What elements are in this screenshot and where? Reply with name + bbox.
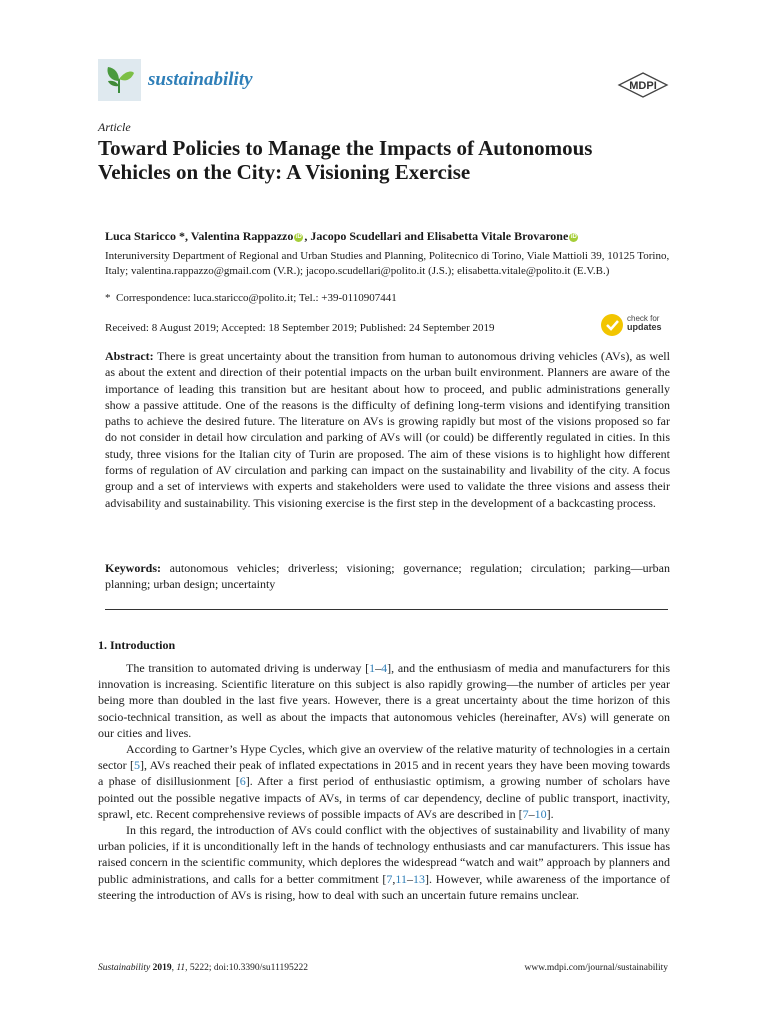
section-divider xyxy=(105,609,668,610)
text-run: – xyxy=(406,871,413,886)
abstract-text: There is great uncertainty about the transition from human to autonomous driving vehicles (AVs), as well as about the extent and direction of their potential impacts on the urban built environment. Planners are aware of the importance of leading this transition but are hesitant about how to proceed, and public administrations generally show a passive attitude. One of the reasons is the difficulty of defining long-term visions and identifying transition paths to achieve the desired future. The literature on AVs is growing rapidly but most of the visions proposed so far do not consider in detail how circulation and parking of AVs will (or could) be differently regulated in cities. In this study, three visions for the Italian city of Turin are proposed. The aim of these visions is to highlight how different forms of regulation of AV circulation and parking can impact on the sustainability and livability of the city. A focus group and a set of interviews with experts and stakeholders were used to validate the three visions and assess their advisability and sustainability. This visioning exercise is the first step in the development of a backcasting process. xyxy=(105,349,670,510)
orcid-icon[interactable]: iD xyxy=(295,234,302,240)
author-name: Elisabetta Vitale Brovarone xyxy=(426,229,569,243)
citation-link[interactable]: 5 xyxy=(133,758,140,773)
citation-link[interactable]: 6 xyxy=(239,774,246,789)
check-updates-label[interactable] xyxy=(627,314,662,332)
correspondence-text: Correspondence: luca.staricco@polito.it; Tel.: +39-0110907441 xyxy=(116,292,397,304)
article-title: Toward Policies to Manage the Impacts of Autonomous Vehicles on the City: A Visioning Exercise xyxy=(98,136,593,184)
author-name: Luca Staricco * xyxy=(105,229,185,243)
abstract xyxy=(105,348,670,511)
mdpi-text: MDPI xyxy=(629,80,657,92)
text-run: ]. However, while awareness of the importance of steering the introduction of AVs is rising, how to deal with such an uncertain future remains unclear. xyxy=(98,871,670,902)
text-run: ]. After a first period of enthusiastic optimism, a growing number of scholars have pointed out the possible negative impacts of AVs, in terms of car dependency, decline of public transport, inactivity, sprawl, etc. Recent comprehensive reviews of possible impacts of AVs are described in [ xyxy=(98,774,671,821)
citation-link[interactable]: 7 xyxy=(522,806,529,821)
text-run: – xyxy=(528,806,535,821)
article-type: Article xyxy=(98,120,131,134)
text-run: , xyxy=(392,871,396,886)
journal-logo xyxy=(98,59,141,101)
journal-name[interactable]: sustainability xyxy=(148,69,253,90)
keywords-label: Keywords: xyxy=(105,561,161,575)
author-list: Luca Staricco *, Valentina Rappazzo iD , Jacopo Scudellari and Elisabetta Vitale Brovarone iD xyxy=(105,229,577,243)
text-run: According to Gartner’s Hype Cycles, which give an overview of the relative maturity of technologies in a certain sector [ xyxy=(98,742,670,773)
correspondence-marker: * xyxy=(105,292,111,304)
abstract-label: Abstract: xyxy=(105,349,154,363)
correspondence xyxy=(105,292,397,304)
footer-year: 2019 xyxy=(152,963,172,973)
citation-link[interactable]: 7 xyxy=(386,871,393,886)
text-run: In this regard, the introduction of AVs could conflict with the objectives of sustainability and livability of many urban policies, if it is unconditionally left in the hands of technology enthusiasts and car manufacturers. This issue has raised concern in the scientific community, which deplores the widespread “watch and wait” approach by planners and public administrations, and calls for a better commitment [ xyxy=(98,823,670,886)
citation-link[interactable]: 10 xyxy=(534,806,547,821)
text-run: ]. xyxy=(546,806,554,821)
text-run: ], AVs reached their peak of inflated expectations in 2015 and in recent years they have been moving towards a phase of disillusionment [ xyxy=(98,758,670,789)
footer-volume: 11 xyxy=(176,963,186,973)
text-run: The transition to automated driving is underway [ xyxy=(126,661,370,675)
footer-doi: , 5222; doi:10.3390/su11195222 xyxy=(185,963,308,973)
paragraph xyxy=(98,741,670,822)
citation-link[interactable]: 4 xyxy=(381,661,388,675)
keywords-text: autonomous vehicles; driverless; visioning; governance; regulation; circulation; parking—urban planning; urban design; uncertainty xyxy=(105,561,670,592)
keywords xyxy=(105,560,670,593)
orcid-icon[interactable]: iD xyxy=(570,234,577,240)
section-heading: 1. Introduction xyxy=(98,638,176,652)
paragraph xyxy=(98,660,670,741)
check-updates-line1: check for xyxy=(627,314,660,323)
text-run: ], and the enthusiasm of media and manufacturers for this innovation is increasing. Scientific literature on this subject is also rapidly growing—the number of articles per year being more than doubled in the last five years. However, there is a great uncertainty about the time horizon of this socio-technical transition, as well as about the impacts that autonomous vehicles (hereinafter, AVs) will generate on our cities and lives. xyxy=(98,661,670,740)
leaf-sprout-icon xyxy=(98,59,141,101)
mdpi-badge-icon xyxy=(616,72,670,98)
citation-footer: Sustainability 2019, 11, 5222; doi:10.3390/su11195222 xyxy=(98,963,308,973)
introduction-body xyxy=(98,660,670,903)
check-updates-line2: updates xyxy=(627,322,662,332)
citation-link[interactable]: 13 xyxy=(412,871,425,886)
footer-journal: Sustainability xyxy=(98,963,151,973)
check-updates-icon xyxy=(600,313,624,337)
mdpi-logo[interactable] xyxy=(616,72,670,103)
paragraph xyxy=(98,822,670,903)
author-name: Valentina Rappazzo xyxy=(190,229,294,243)
journal-url[interactable]: www.mdpi.com/journal/sustainability xyxy=(524,963,668,973)
citation-link[interactable]: 11 xyxy=(395,871,407,886)
text-run: – xyxy=(375,661,382,675)
author-name: Jacopo Scudellari xyxy=(310,229,402,243)
citation-link[interactable]: 1 xyxy=(369,661,376,675)
affiliation: Interuniversity Department of Regional and Urban Studies and Planning, Politecnico di Torino, Viale Mattioli 39, 10125 Torino, Italy; valentina.rappazzo@gmail.com (V.R.); jacopo.scudellari@polito.it (J.S.); elisabetta.vitale@polito.it (E.V.B.) xyxy=(105,250,670,277)
publication-dates: Received: 8 August 2019; Accepted: 18 September 2019; Published: 24 September 2019 xyxy=(105,322,495,334)
